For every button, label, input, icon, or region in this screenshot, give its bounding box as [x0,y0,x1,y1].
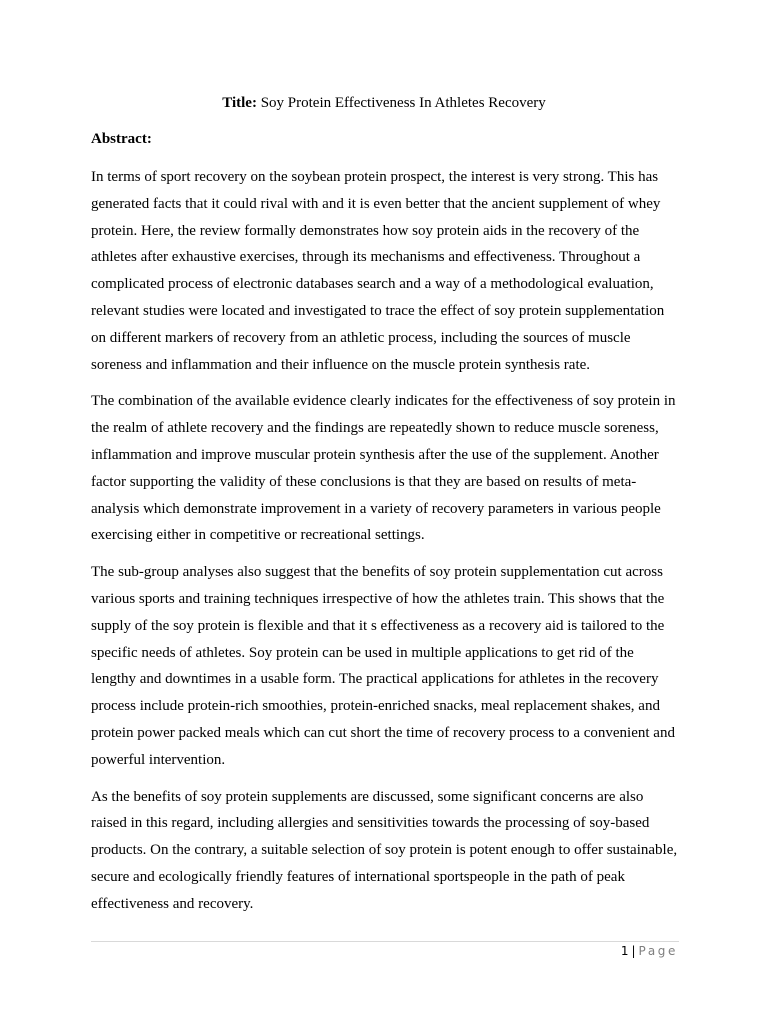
page-number: 1 [620,944,629,958]
footer-divider [91,941,679,942]
title-text: Soy Protein Effectiveness In Athletes Recovery [260,95,546,111]
paragraph-2: The combination of the available evidence clearly indicates for the effectiveness of soy protein in the realm of athlete recovery and the findings are repeatedly shown to reduce muscle soreness, inflammation and improve muscular protein synthesis after the use of the supplement. Another factor supporting the validity of these conclusions is that they are based on results of meta-analysis which demonstrate improvement in a variety of recovery parameters in various people exercising either in competitive or recreational settings. [91,393,676,544]
title-label: Title: [222,95,257,111]
document-title [0,93,768,113]
paragraph-1: In terms of sport recovery on the soybean protein prospect, the interest is very strong. This has generated facts that it could rival with and it is even better that the ancient supplement of whey protein. Here, the review formally demonstrates how soy protein aids in the recovery of the athletes after exhaustive exercises, through its mechanisms and effectiveness. Throughout a complicated process of electronic databases search and a way of a methodological evaluation, relevant studies were located and investigated to trace the effect of soy protein supplementation on different markers of recovery from an athletic process, including the sources of muscle soreness and inflammation and their influence on the muscle protein synthesis rate. [91,169,665,373]
abstract-body [91,164,681,928]
footer-separator: | [631,944,636,958]
paragraph-3: The sub-group analyses also suggest that the benefits of soy protein supplementation cut across various sports and training techniques irrespective of how the athletes train. This shows that the supply of the soy protein is flexible and that it s effectiveness as a recovery aid is tailored to the specific needs of athletes. Soy protein can be used in multiple applications to get rid of the lengthy and downtimes in a usable form. The practical applications for athletes in the recovery process include protein-rich smoothies, protein-enriched snacks, meal replacement shakes, and protein power packed meals which can cut short the time of recovery process to a convenient and powerful intervention. [91,564,675,768]
abstract-heading: Abstract: [91,131,152,147]
paragraph-4: As the benefits of soy protein supplements are discussed, some significant concerns are also raised in this regard, including allergies and sensitivities towards the processing of soy-based products. On the contrary, a suitable selection of soy protein is potent enough to offer sustainable, secure and ecologically friendly features of international sportspeople in the path of peak effectiveness and recovery. [91,788,678,912]
page-footer [621,942,678,960]
page-label: Page [638,944,678,958]
